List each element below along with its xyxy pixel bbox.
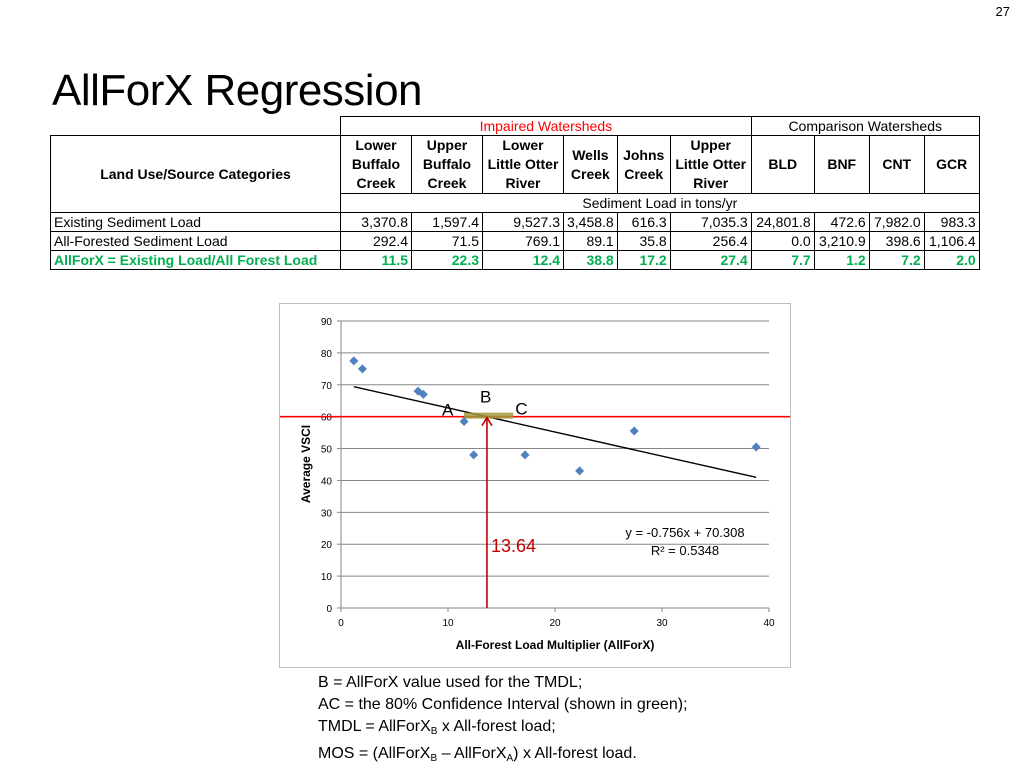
table-cell: 7,035.3: [670, 213, 751, 232]
scatter-chart: [279, 303, 791, 668]
column-header: Johns Creek: [617, 136, 670, 194]
table-cell: 3,458.8: [564, 213, 618, 232]
y-tick-label: 80: [320, 348, 332, 360]
table-cell: 7.7: [751, 251, 814, 270]
table-cell: 22.3: [412, 251, 483, 270]
table-cell: 1.2: [814, 251, 869, 270]
table-cell: 1,106.4: [924, 232, 979, 251]
table-row: [51, 213, 980, 232]
column-header: Wells Creek: [564, 136, 618, 194]
table-cell: 3,370.8: [341, 213, 412, 232]
column-header: Upper Buffalo Creek: [412, 136, 483, 194]
table-cell: 12.4: [483, 251, 564, 270]
chart-gridlines: [341, 321, 769, 608]
table-row: [51, 232, 980, 251]
column-header: Lower Buffalo Creek: [341, 136, 412, 194]
table-cell: 256.4: [670, 232, 751, 251]
table-cell: 472.6: [814, 213, 869, 232]
table-cell: 9,527.3: [483, 213, 564, 232]
column-header: BNF: [814, 136, 869, 194]
table-cell: 2.0: [924, 251, 979, 270]
y-tick-label: 50: [320, 444, 332, 456]
footnotes: [318, 672, 688, 770]
allforx-value-label: 13.64: [490, 536, 536, 557]
impaired-watersheds-header: Impaired Watersheds: [341, 117, 752, 136]
table-cell: 71.5: [412, 232, 483, 251]
table-cell: 983.3: [924, 213, 979, 232]
column-header: BLD: [751, 136, 814, 194]
row-label: Existing Sediment Load: [51, 213, 341, 232]
table-cell: 35.8: [617, 232, 670, 251]
note-line: TMDL = AllForX$_B$ x All-forest load;: [318, 718, 556, 737]
row-label: All-Forested Sediment Load: [51, 232, 341, 251]
row-label: AllForX = Existing Load/All Forest Load: [51, 251, 341, 270]
table-cell: 38.8: [564, 251, 618, 270]
y-tick-label: 70: [320, 380, 332, 392]
y-tick-label: 40: [320, 476, 332, 488]
y-tick-label: 30: [320, 508, 332, 520]
y-axis-ticks: [321, 317, 341, 615]
y-tick-label: 10: [320, 572, 332, 584]
data-point: [349, 356, 358, 365]
table-group-header-row: [51, 117, 980, 136]
units-label: Sediment Load in tons/yr: [341, 194, 980, 213]
regression-equation: y = -0.756x + 70.308: [625, 525, 745, 540]
table-cell: 24,801.8: [751, 213, 814, 232]
y-tick-label: 90: [320, 317, 332, 328]
data-point: [358, 364, 367, 373]
table-cell: 0.0: [751, 232, 814, 251]
table-cell: 292.4: [341, 232, 412, 251]
x-axis-ticks: [338, 608, 775, 629]
table-cell: 769.1: [483, 232, 564, 251]
data-point: [521, 450, 530, 459]
y-tick-label: 20: [320, 540, 332, 552]
x-axis-title: All-Forest Load Multiplier (AllForX): [455, 638, 655, 652]
table-cell: 616.3: [617, 213, 670, 232]
marker-label-a: A: [442, 400, 454, 420]
column-header: Upper Little Otter River: [670, 136, 751, 194]
note-line: MOS = (AllForX$_B$ – AllForX$_A$) x All-forest load.: [318, 745, 637, 764]
column-header: Lower Little Otter River: [483, 136, 564, 194]
x-tick-label: 30: [656, 618, 668, 629]
table-cell: 7.2: [869, 251, 924, 270]
slide-number: 27: [995, 4, 1010, 19]
comparison-watersheds-header: Comparison Watersheds: [751, 117, 979, 136]
marker-label-b: B: [479, 387, 492, 407]
x-tick-label: 10: [442, 618, 454, 629]
y-tick-label: 0: [326, 604, 332, 615]
y-tick-label: 60: [320, 412, 332, 424]
note-line: B = AllForX value used for the TMDL;: [318, 674, 583, 691]
sediment-load-table: [50, 116, 980, 270]
data-point: [752, 442, 761, 451]
table-cell: 27.4: [670, 251, 751, 270]
table-cell: 3,210.9: [814, 232, 869, 251]
table-cell: 17.2: [617, 251, 670, 270]
table-cell: 11.5: [341, 251, 412, 270]
trendline: [354, 387, 756, 478]
column-header: GCR: [924, 136, 979, 194]
table-cell: 398.6: [869, 232, 924, 251]
data-point: [630, 427, 639, 436]
data-point: [575, 466, 584, 475]
r-squared-label: R² = 0.5348: [650, 543, 720, 558]
table-cell: 7,982.0: [869, 213, 924, 232]
table-cell: 89.1: [564, 232, 618, 251]
x-tick-label: 0: [338, 618, 344, 629]
category-header: Land Use/Source Categories: [51, 136, 341, 213]
note-line: AC = the 80% Confidence Interval (shown in green);: [318, 696, 688, 713]
y-axis-title: Average VSCI: [299, 424, 313, 504]
x-tick-label: 20: [549, 618, 561, 629]
chart-canvas: [280, 304, 790, 667]
column-header: CNT: [869, 136, 924, 194]
marker-label-c: C: [515, 399, 528, 419]
table-corner-cell: [51, 117, 341, 136]
x-tick-label: 40: [763, 618, 775, 629]
slide-title: AllForX Regression: [52, 66, 423, 115]
table-column-header-row: [51, 136, 980, 194]
data-point: [469, 450, 478, 459]
table-cell: 1,597.4: [412, 213, 483, 232]
table-row-allforx: [51, 251, 980, 270]
